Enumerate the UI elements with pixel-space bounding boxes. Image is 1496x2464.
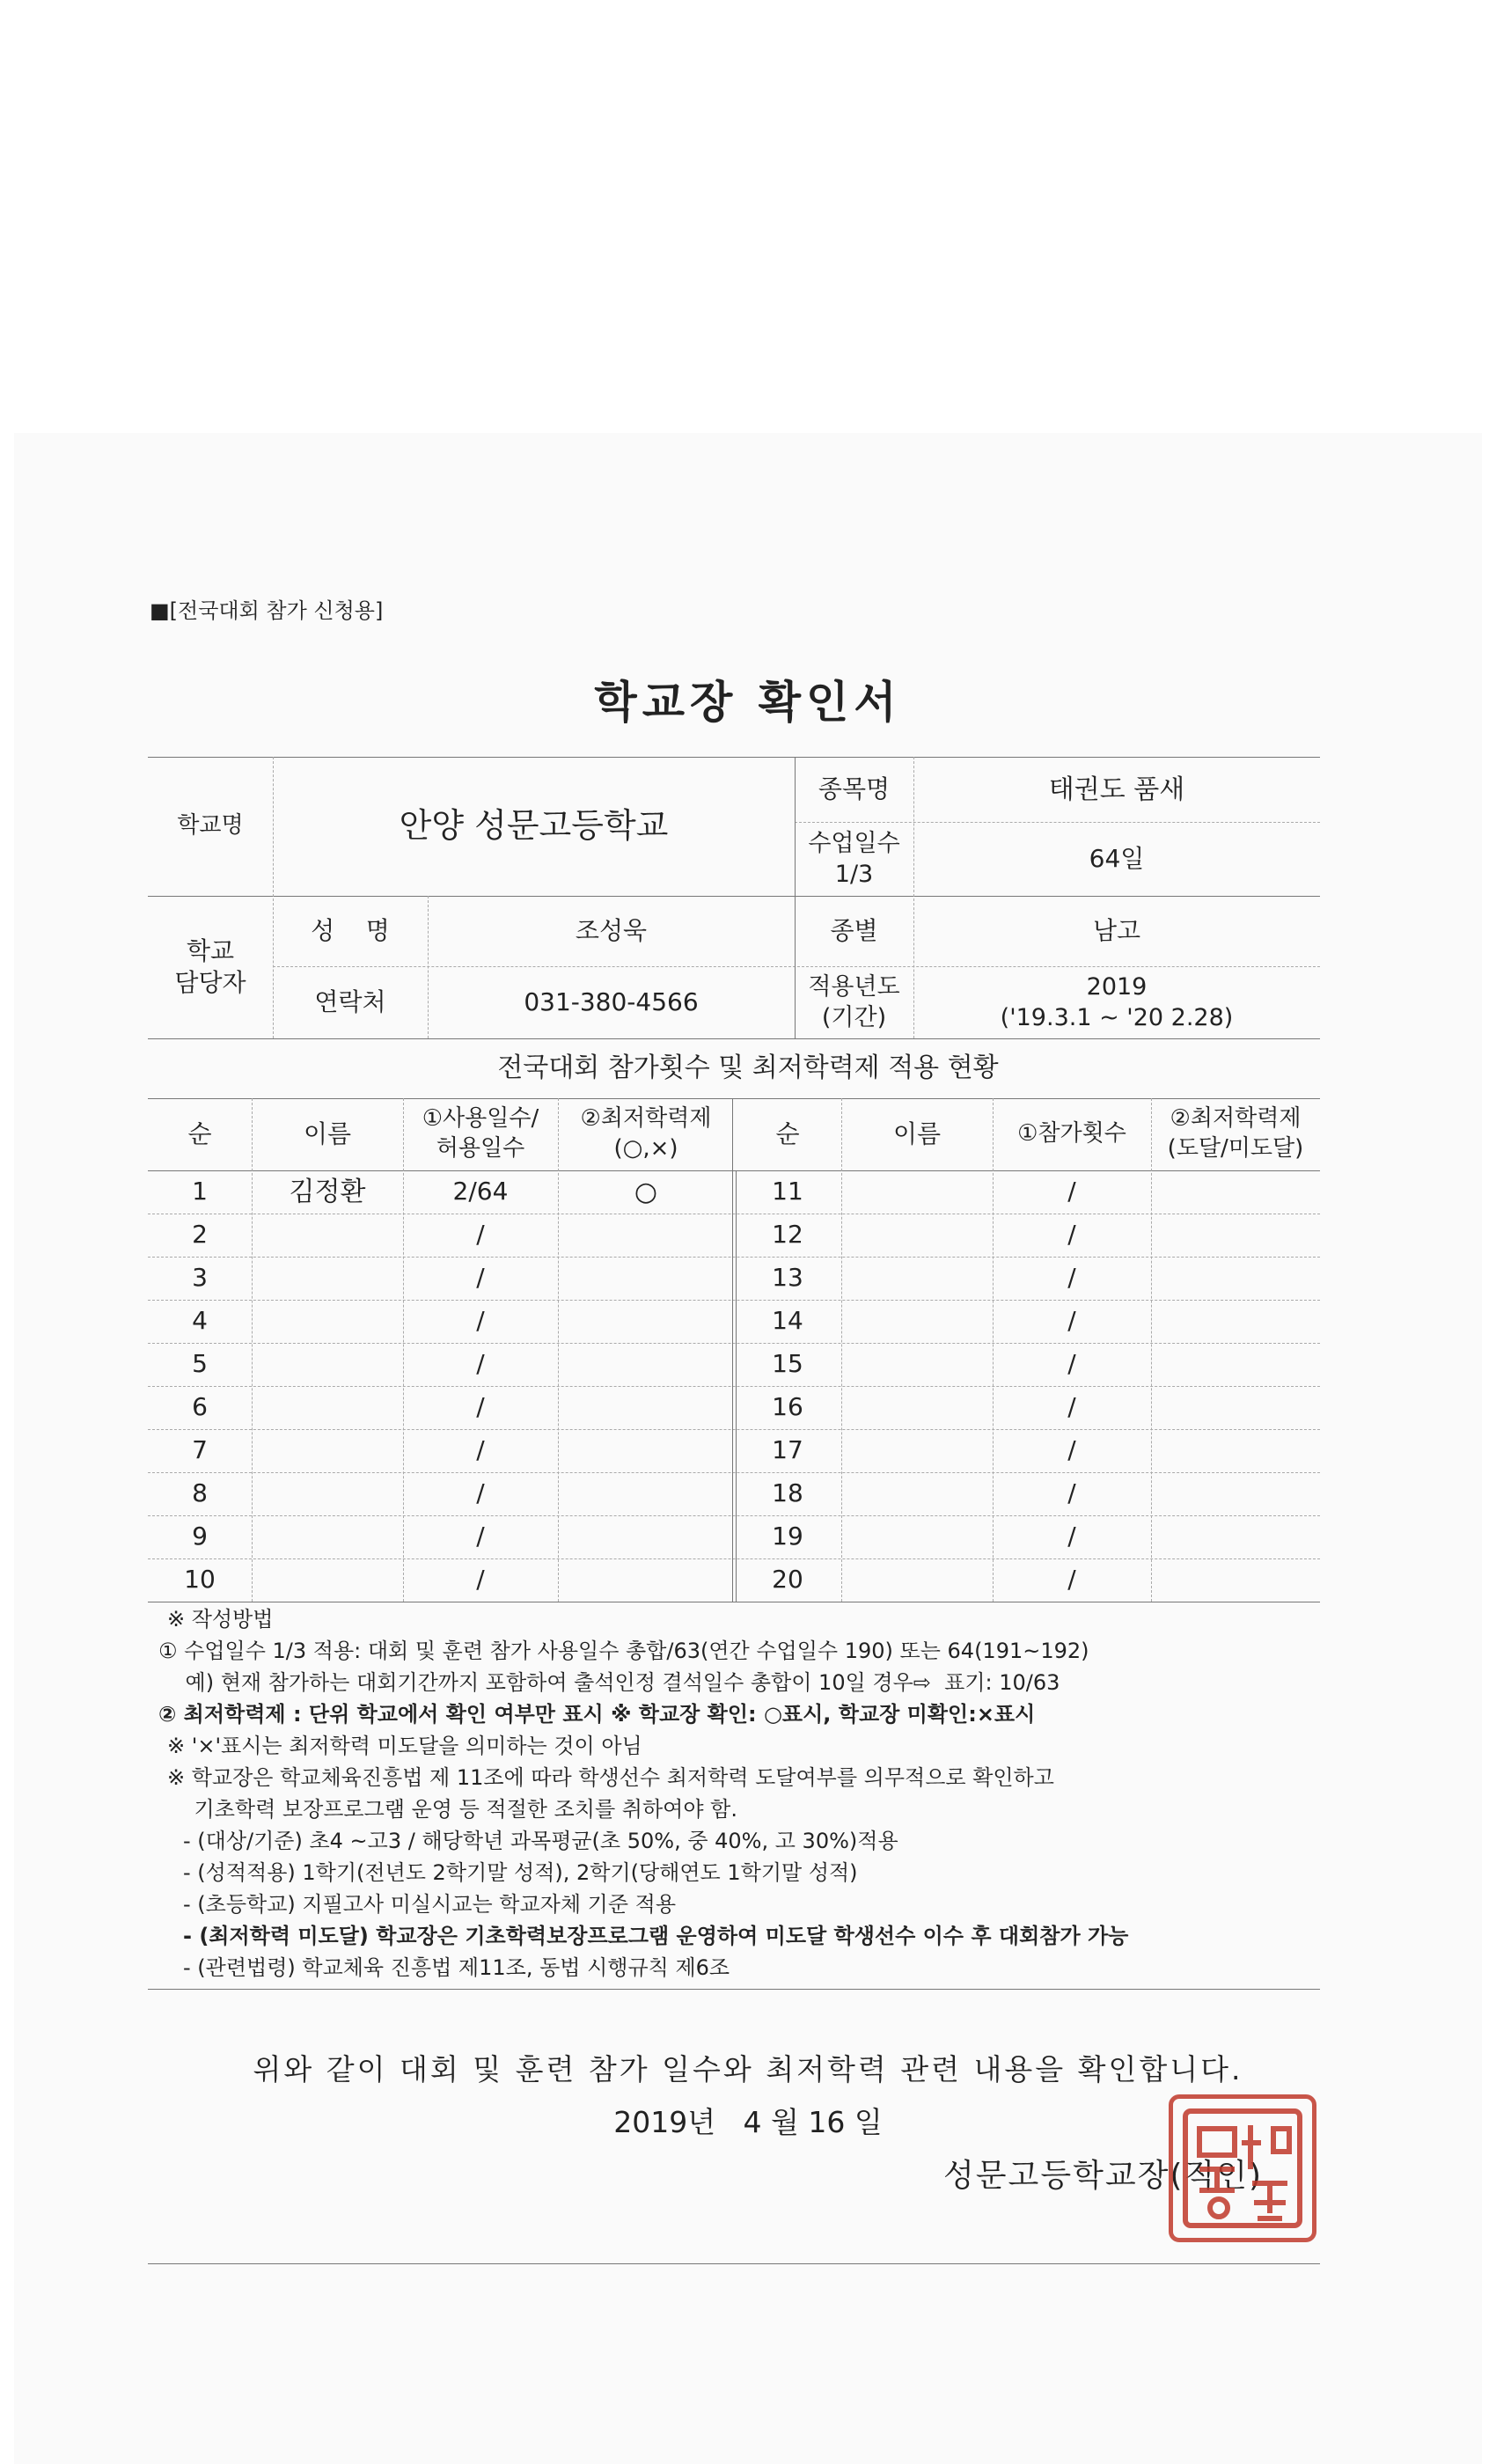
student-name [252, 1472, 403, 1515]
student-name [252, 1429, 403, 1472]
row-number: 3 [192, 1263, 208, 1293]
year-value-period: ('19.3.1 ~ '20 2.28) [1000, 1004, 1234, 1031]
participation-count: / [1067, 1565, 1076, 1595]
class-days-label-line2: 1/3 [834, 861, 874, 888]
used-days: 2/64 [452, 1177, 509, 1206]
student-name [841, 1300, 993, 1343]
left-header-days [403, 1098, 558, 1170]
min-academic-mark [558, 1300, 734, 1343]
student-name [252, 1214, 403, 1257]
row-number: 16 [772, 1392, 803, 1422]
min-academic-mark [558, 1257, 734, 1300]
min-academic-mark [558, 1214, 734, 1257]
min-academic-status [1151, 1257, 1320, 1300]
name-value: 조성욱 [575, 915, 648, 945]
row-number: 18 [772, 1478, 803, 1508]
school-info-table [148, 757, 1320, 1038]
year-label [795, 966, 913, 1038]
official-seal-stamp [1169, 2094, 1316, 2242]
bottom-rule [148, 2263, 1320, 2264]
note-item: - (관련법령) 학교체육 진흥법 제11조, 동법 시행규칙 제6조 [183, 1955, 730, 1980]
min-academic-status [1151, 1300, 1320, 1343]
manager-label-line1: 학교 [186, 935, 235, 965]
row-number: 4 [192, 1306, 208, 1336]
min-academic-mark [558, 1343, 734, 1386]
student-name [252, 1343, 403, 1386]
min-academic-status [1151, 1429, 1320, 1472]
row-number: 14 [772, 1306, 803, 1336]
min-academic-status [1151, 1214, 1320, 1257]
row-number: 20 [772, 1565, 803, 1595]
min-academic-mark [558, 1472, 734, 1515]
row-number: 12 [772, 1220, 803, 1250]
school-name-value: 안양 성문고등학교 [399, 806, 669, 846]
left-header-mark-line2: (○,×) [613, 1135, 678, 1162]
left-header-days-line2: 허용일수 [436, 1135, 525, 1162]
table-rule [148, 1098, 1320, 1099]
used-days: / [476, 1522, 485, 1551]
used-days: / [476, 1565, 485, 1595]
notes-bottom-rule [148, 1989, 1320, 1990]
row-number: 19 [772, 1522, 803, 1551]
student-name [841, 1343, 993, 1386]
right-header-name: 이름 [892, 1118, 942, 1148]
event-value: 태권도 품새 [1048, 774, 1185, 805]
contact-value: 031-380-4566 [524, 986, 699, 1016]
year-label-line1: 적용년도 [808, 972, 900, 1001]
note-item: ① 수업일수 1/3 적용: 대회 및 훈련 참가 사용일수 총합/63(연간 수업일수 190) 또는 64(191~192) [158, 1639, 1089, 1663]
writing-notes [148, 1603, 1327, 1984]
school-name-label: 학교명 [177, 812, 244, 840]
manager-label-line2: 담당자 [174, 968, 246, 997]
left-header-mark-line1: ②최저학력제 [580, 1105, 712, 1133]
class-days-value: 64일 [1089, 843, 1145, 873]
participation-count: / [1067, 1306, 1076, 1336]
min-academic-mark [558, 1386, 734, 1429]
student-name [841, 1257, 993, 1300]
student-name [841, 1515, 993, 1558]
min-academic-status [1151, 1386, 1320, 1429]
min-academic-status [1151, 1515, 1320, 1558]
row-number: 6 [192, 1392, 208, 1422]
row-number: 11 [772, 1177, 803, 1206]
note-item: - (초등학교) 지필고사 미실시교는 학교자체 기준 적용 [183, 1892, 677, 1917]
contact-label: 연락처 [314, 986, 386, 1016]
row-number: 10 [184, 1565, 216, 1595]
min-academic-status [1151, 1343, 1320, 1386]
student-name [252, 1257, 403, 1300]
row-number: 15 [772, 1349, 803, 1379]
right-header-mark-line2: (도달/미도달) [1167, 1135, 1304, 1162]
seal-glyph-icon [1173, 2099, 1312, 2238]
note-item: ② 최저학력제 : 단위 학교에서 확인 여부만 표시 ※ 학교장 확인: ○표시, 학교장 미확인:×표시 [158, 1702, 1036, 1727]
status-table [148, 1098, 1320, 1602]
note-item: - (성적적용) 1학기(전년도 2학기말 성적), 2학기(당해연도 1학기말 성적) [183, 1860, 858, 1885]
row-number: 17 [772, 1435, 803, 1465]
status-title: 전국대회 참가횟수 및 최저학력제 적용 현황 [497, 1052, 999, 1083]
row-number: 9 [192, 1522, 208, 1551]
right-header-no: 순 [775, 1118, 800, 1148]
used-days: / [476, 1306, 485, 1336]
note-item: - (최저학력 미도달) 학교장은 기초학력보장프로그램 운영하여 미도달 학생선수 이수 후 대회참가 가능 [183, 1924, 1129, 1948]
student-name [841, 1386, 993, 1429]
right-header-mark-line1: ②최저학력제 [1170, 1105, 1302, 1133]
category-label: 종별 [830, 915, 878, 945]
category-value: 남고 [1092, 915, 1141, 945]
row-number: 2 [192, 1220, 208, 1250]
year-label-line2: (기간) [821, 1004, 887, 1031]
row-number: 7 [192, 1435, 208, 1465]
participation-count: / [1067, 1522, 1076, 1551]
student-name [841, 1472, 993, 1515]
used-days: / [476, 1220, 485, 1250]
used-days: / [476, 1435, 485, 1465]
note-item: ※ '×'표시는 최저학력 미도달을 의미하는 것이 아님 [167, 1734, 642, 1758]
used-days: / [476, 1263, 485, 1293]
manager-label [148, 896, 273, 1038]
min-academic-mark [558, 1558, 734, 1602]
used-days: / [476, 1478, 485, 1508]
note-item: ※ 학교장은 학교체육진흥법 제 11조에 따라 학생선수 최저학력 도달여부를 의무적으로 확인하고 [167, 1765, 1054, 1790]
student-name: 김정환 [289, 1177, 366, 1207]
right-header-count: ①참가횟수 [1017, 1120, 1126, 1148]
participation-count: / [1067, 1220, 1076, 1250]
name-label: 성 명 [311, 915, 390, 945]
participation-count: / [1067, 1392, 1076, 1422]
student-name [841, 1214, 993, 1257]
student-name [252, 1386, 403, 1429]
participation-count: / [1067, 1349, 1076, 1379]
class-days-label-line1: 수업일수 [808, 829, 900, 857]
note-item: - (대상/기준) 초4 ~고3 / 해당학년 과목평균(초 50%, 중 40%, 고 30%)적용 [183, 1829, 898, 1853]
min-academic-status [1151, 1170, 1320, 1214]
min-academic-mark [558, 1515, 734, 1558]
form-tag: ■[전국대회 참가 신청용] [150, 598, 384, 623]
class-days-label [795, 822, 913, 896]
student-name [841, 1170, 993, 1214]
used-days: / [476, 1392, 485, 1422]
event-label: 종목명 [818, 774, 891, 803]
student-name [841, 1558, 993, 1602]
confirmation-date: 2019년 4 월 16 일 [613, 2105, 883, 2139]
row-number: 5 [192, 1349, 208, 1379]
participation-count: / [1067, 1177, 1076, 1206]
note-item: 예) 현재 참가하는 대회기간까지 포함하여 출석인정 결석일수 총합이 10일 경우⇨ 표기: 10/63 [158, 1670, 1060, 1695]
confirmation-text: 위와 같이 대회 및 훈련 참가 일수와 최저학력 관련 내용을 확인합니다. [253, 2052, 1243, 2086]
note-heading: ※ 작성방법 [167, 1607, 274, 1632]
used-days: / [476, 1349, 485, 1379]
min-academic-mark: ○ [634, 1177, 658, 1207]
year-value-year: 2019 [1086, 972, 1148, 1001]
participation-count: / [1067, 1263, 1076, 1293]
document-title: 학교장 확인서 [594, 677, 902, 728]
principal-name: 성문고등학교장(직인) [943, 2158, 1264, 2194]
student-name [252, 1300, 403, 1343]
row-number: 1 [192, 1177, 208, 1206]
left-header-mark [558, 1098, 734, 1170]
student-name [841, 1429, 993, 1472]
row-number: 8 [192, 1478, 208, 1508]
left-header-no: 순 [187, 1118, 212, 1148]
right-header-mark [1151, 1098, 1320, 1170]
student-name [252, 1558, 403, 1602]
left-header-days-line1: ①사용일수/ [422, 1105, 539, 1133]
note-item: 기초학력 보장프로그램 운영 등 적절한 조치를 취하여야 함. [167, 1797, 737, 1822]
participation-count: / [1067, 1478, 1076, 1508]
left-header-name: 이름 [303, 1118, 352, 1148]
row-number: 13 [772, 1263, 803, 1293]
student-name [252, 1515, 403, 1558]
participation-count: / [1067, 1435, 1076, 1465]
min-academic-status [1151, 1558, 1320, 1602]
min-academic-mark [558, 1429, 734, 1472]
min-academic-status [1151, 1472, 1320, 1515]
year-value [913, 966, 1320, 1038]
